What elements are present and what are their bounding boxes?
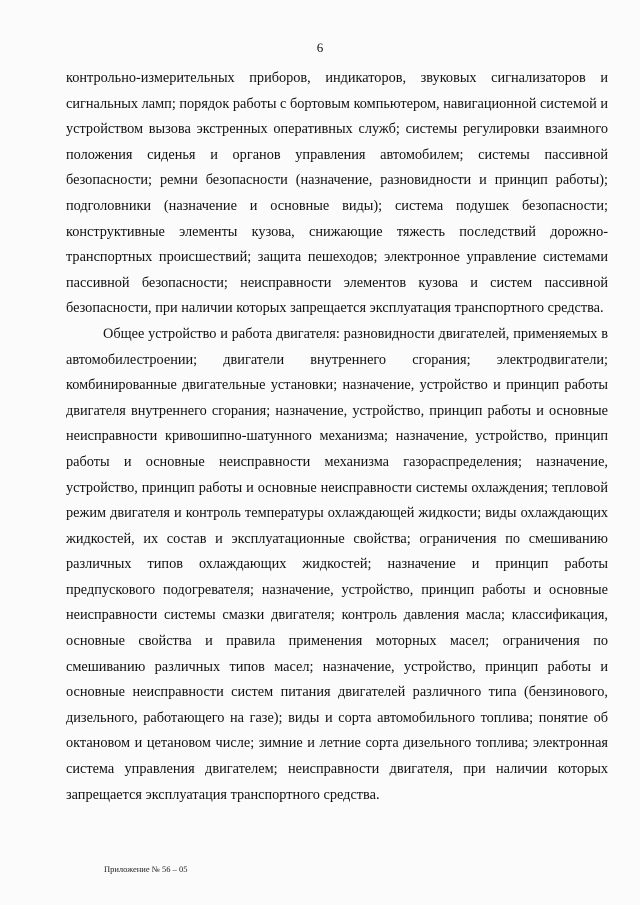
paragraph-passive-safety: контрольно-измерительных приборов, индикаторов, звуковых сигнализаторов и сигнальных ламп; порядок работы с бортовым компьютером, навигационной системой и устройством вызова экстренных оперативных служб; системы регулировки взаимного положения сиденья и органов управления автомобилем; системы пассивной безопасности; ремни безопасности (назначение, разновидности и принцип работы); подголовники (назначение и основные виды); система подушек безопасности; конструктивные элементы кузова, снижающие тяжесть последствий дорожно-транспортных происшествий; защита пешеходов; электронное управление системами пассивной безопасности; неисправности элементов кузова и систем пассивной безопасности, при наличии которых запрещается эксплуатация транспортного средства. xyxy=(66,70,608,317)
page-number: 6 xyxy=(316,40,324,55)
body-text xyxy=(66,66,608,808)
footer-note: Приложение № 56 – 05 xyxy=(104,864,188,874)
paragraph-engine: Общее устройство и работа двигателя: разновидности двигателей, применяемых в автомобилестроении; двигатели внутреннего сгорания; электродвигатели; комбинированные двигательные установки; назначение, устройство и принцип работы двигателя внутреннего сгорания; назначение, устройство, принцип работы и основные неисправности кривошипно-шатунного механизма; назначение, устройство, принцип работы и основные неисправности механизма газораспределения; назначение, устройство, принцип работы и основные неисправности системы охлаждения; тепловой режим двигателя и контроль температуры охлаждающей жидкости; виды охлаждающих жидкостей, их состав и эксплуатационные свойства; ограничения по смешиванию различных типов охлаждающих жидкостей; назначение и принцип работы предпускового подогревателя; назначение, устройство, принцип работы и основные неисправности системы смазки двигателя; контроль давления масла; классификация, основные свойства и правила применения моторных масел; ограничения по смешиванию различных типов масел; назначение, устройство, принцип работы и основные неисправности систем питания двигателей различного типа (бензинового, дизельного, работающего на газе); виды и сорта автомобильного топлива; понятие об октановом и цетановом числе; зимние и летние сорта дизельного топлива; электронная система управления двигателем; неисправности двигателя, при наличии которых запрещается эксплуатация транспортного средства. xyxy=(66,325,608,803)
